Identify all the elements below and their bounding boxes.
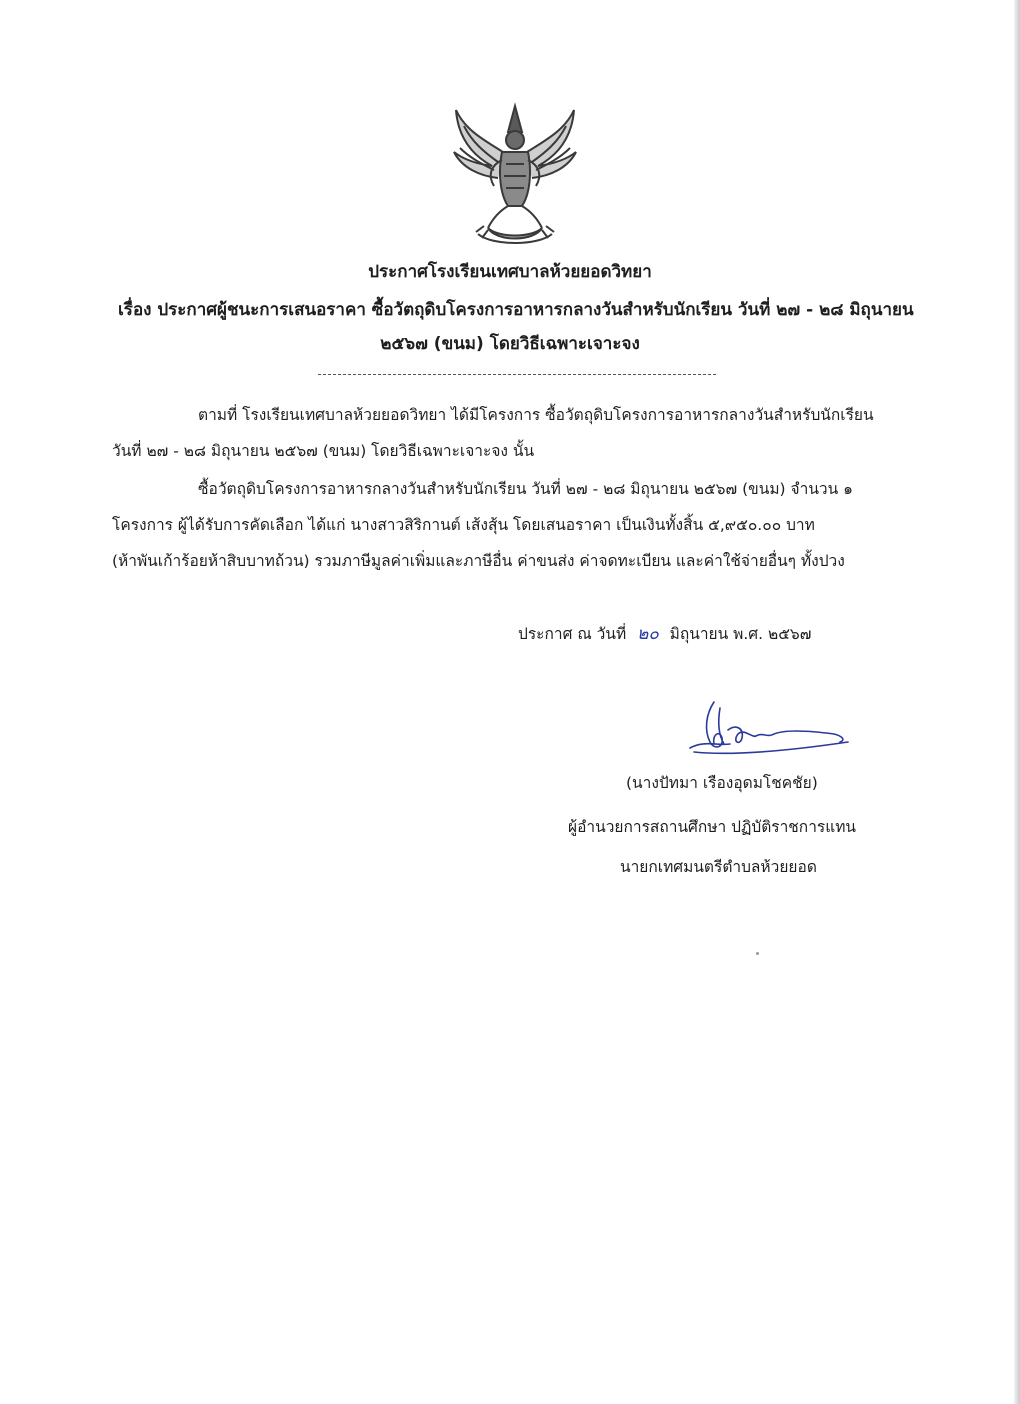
signer-name: (นางปัทมา เรืองอุดมโชคชัย): [626, 774, 818, 792]
signer-position: ผู้อำนวยการสถานศึกษา ปฏิบัติราชการแทน: [568, 818, 857, 836]
handwritten-signature-icon: [684, 694, 854, 764]
date-day-handwritten: ๒๐: [637, 624, 659, 644]
body-paragraph2-line1: ซื้อวัตถุดิบโครงการอาหารกลางวันสำหรับนักเรียน วันที่ ๒๗ - ๒๘ มิถุนายน ๒๕๖๗ (ขนม) จำนวน ๑: [198, 480, 853, 498]
announcement-date: [518, 620, 811, 647]
document-subject-line2: ๒๕๖๗ (ขนม) โดยวิธีเฉพาะเจาะจง: [380, 334, 640, 354]
date-suffix: มิถุนายน พ.ศ. ๒๕๖๗: [669, 625, 812, 643]
document-title: ประกาศโรงเรียนเทศบาลห้วยยอดวิทยา: [368, 262, 652, 282]
body-paragraph2-line2: โครงการ ผู้ได้รับการคัดเลือก ได้แก่ นางสาวสิริกานต์ เส้งสุ้น โดยเสนอราคา เป็นเงินทั้งสิ้น ๕,๙๕๐.๐๐ บาท: [112, 516, 815, 534]
document-subject-line1: เรื่อง ประกาศผู้ชนะการเสนอราคา ซื้อวัตถุดิบโครงการอาหารกลางวันสำหรับนักเรียน วันที่ ๒๗ - ๒๘ มิถุนายน: [118, 300, 914, 320]
signer-position-behalf: นายกเทศมนตรีตำบลห้วยยอด: [620, 858, 817, 876]
paper-speck: [756, 952, 759, 955]
garuda-emblem-icon: [448, 102, 582, 246]
page-edge-shadow: [1014, 0, 1020, 1404]
divider-line: [318, 374, 716, 375]
body-paragraph2-line3: (ห้าพันเก้าร้อยห้าสิบบาทถ้วน) รวมภาษีมูลค่าเพิ่มและภาษีอื่น ค่าขนส่ง ค่าจดทะเบียน และค่าใช้จ่ายอื่นๆ ทั้งปวง: [112, 552, 845, 570]
date-prefix: ประกาศ ณ วันที่: [518, 625, 627, 643]
body-paragraph1-line2: วันที่ ๒๗ - ๒๘ มิถุนายน ๒๕๖๗ (ขนม) โดยวิธีเฉพาะเจาะจง นั้น: [112, 442, 535, 460]
body-paragraph1-line1: ตามที่ โรงเรียนเทศบาลห้วยยอดวิทยา ได้มีโครงการ ซื้อวัตถุดิบโครงการอาหารกลางวันสำหรับนักเรียน: [198, 406, 874, 424]
